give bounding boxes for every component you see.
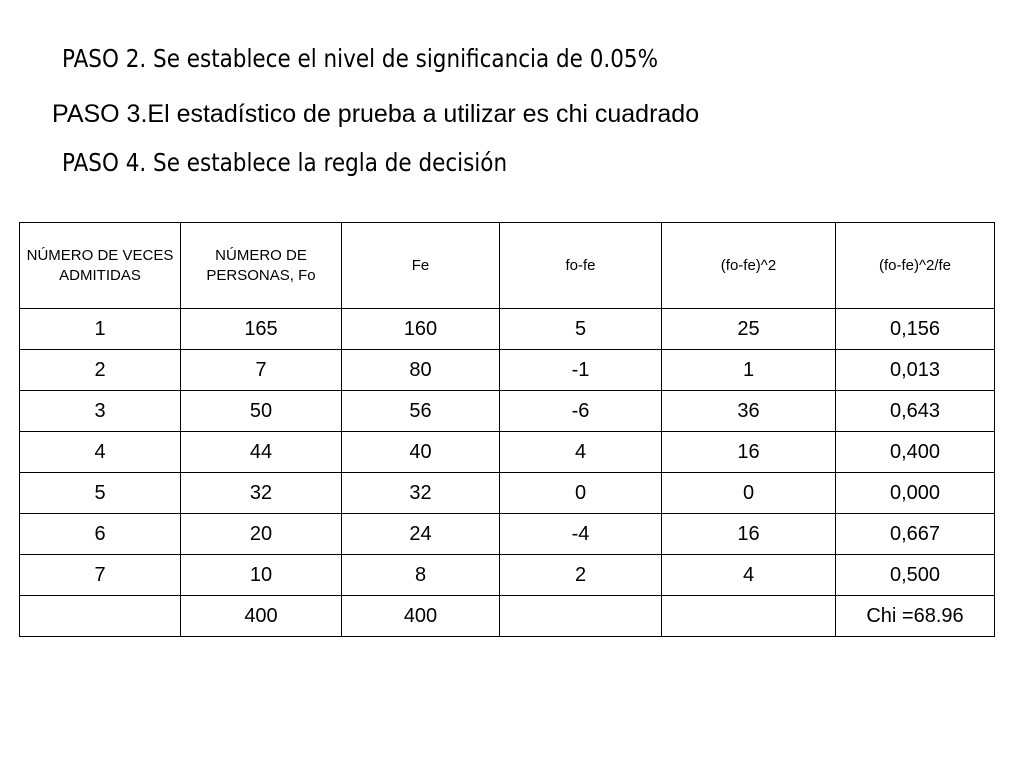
table-cell: 56 xyxy=(342,391,500,432)
table-cell: 16 xyxy=(662,514,836,555)
table-row xyxy=(20,555,995,596)
table-cell: 2 xyxy=(20,350,181,391)
table-cell: 5 xyxy=(500,309,662,350)
table-cell: -1 xyxy=(500,350,662,391)
header-cell-fo-fe-squared-over-fe: (fo-fe)^2/fe xyxy=(836,223,995,309)
table-cell: 2 xyxy=(500,555,662,596)
step-4-heading: PASO 4. Se establece la regla de decisión xyxy=(62,148,508,177)
table-cell: 0 xyxy=(662,473,836,514)
table-cell: 1 xyxy=(20,309,181,350)
table-row xyxy=(20,514,995,555)
table-cell: 0,500 xyxy=(836,555,995,596)
table-cell: 16 xyxy=(662,432,836,473)
table-row xyxy=(20,391,995,432)
table-cell: 7 xyxy=(20,555,181,596)
table-cell: 44 xyxy=(181,432,342,473)
table-cell: 80 xyxy=(342,350,500,391)
header-cell-fo-fe: fo-fe xyxy=(500,223,662,309)
table-cell: 32 xyxy=(181,473,342,514)
total-fo-cell: 400 xyxy=(181,596,342,637)
table-cell: 1 xyxy=(662,350,836,391)
table-cell: 0,013 xyxy=(836,350,995,391)
table-cell-empty xyxy=(500,596,662,637)
table-cell: 32 xyxy=(342,473,500,514)
header-cell-fe: Fe xyxy=(342,223,500,309)
table-cell: 20 xyxy=(181,514,342,555)
step-3-heading: PASO 3.El estadístico de prueba a utilizar es chi cuadrado xyxy=(52,100,700,128)
step-2-heading: PASO 2. Se establece el nivel de significancia de 0.05% xyxy=(62,44,659,73)
table-cell: -4 xyxy=(500,514,662,555)
table-cell: 0,000 xyxy=(836,473,995,514)
table-cell-empty xyxy=(20,596,181,637)
table-cell: 8 xyxy=(342,555,500,596)
table-cell: 36 xyxy=(662,391,836,432)
table-cell: 4 xyxy=(662,555,836,596)
table-total-row xyxy=(20,596,995,637)
table-cell: 6 xyxy=(20,514,181,555)
table-row xyxy=(20,350,995,391)
table-cell: 7 xyxy=(181,350,342,391)
table-row xyxy=(20,473,995,514)
header-cell-fo-fe-squared: (fo-fe)^2 xyxy=(662,223,836,309)
table-cell: 10 xyxy=(181,555,342,596)
table-cell: 0 xyxy=(500,473,662,514)
table-cell: -6 xyxy=(500,391,662,432)
table-cell: 4 xyxy=(20,432,181,473)
total-fe-cell: 400 xyxy=(342,596,500,637)
table-cell: 0,643 xyxy=(836,391,995,432)
table-cell: 24 xyxy=(342,514,500,555)
table-cell: 0,400 xyxy=(836,432,995,473)
chi-total-cell: Chi =68.96 xyxy=(836,596,995,637)
table-cell: 25 xyxy=(662,309,836,350)
table-cell: 0,667 xyxy=(836,514,995,555)
table-cell: 160 xyxy=(342,309,500,350)
header-cell-veces-admitidas: NÚMERO DE VECES ADMITIDAS xyxy=(20,223,181,309)
table-cell: 5 xyxy=(20,473,181,514)
table-cell: 4 xyxy=(500,432,662,473)
table-cell: 40 xyxy=(342,432,500,473)
table-cell-empty xyxy=(662,596,836,637)
header-cell-personas-fo: NÚMERO DE PERSONAS, Fo xyxy=(181,223,342,309)
table-cell: 3 xyxy=(20,391,181,432)
table-cell: 165 xyxy=(181,309,342,350)
table-cell: 0,156 xyxy=(836,309,995,350)
table-header-row xyxy=(20,223,995,309)
table-row xyxy=(20,309,995,350)
table-cell: 50 xyxy=(181,391,342,432)
chi-square-table xyxy=(19,222,995,637)
table-row xyxy=(20,432,995,473)
